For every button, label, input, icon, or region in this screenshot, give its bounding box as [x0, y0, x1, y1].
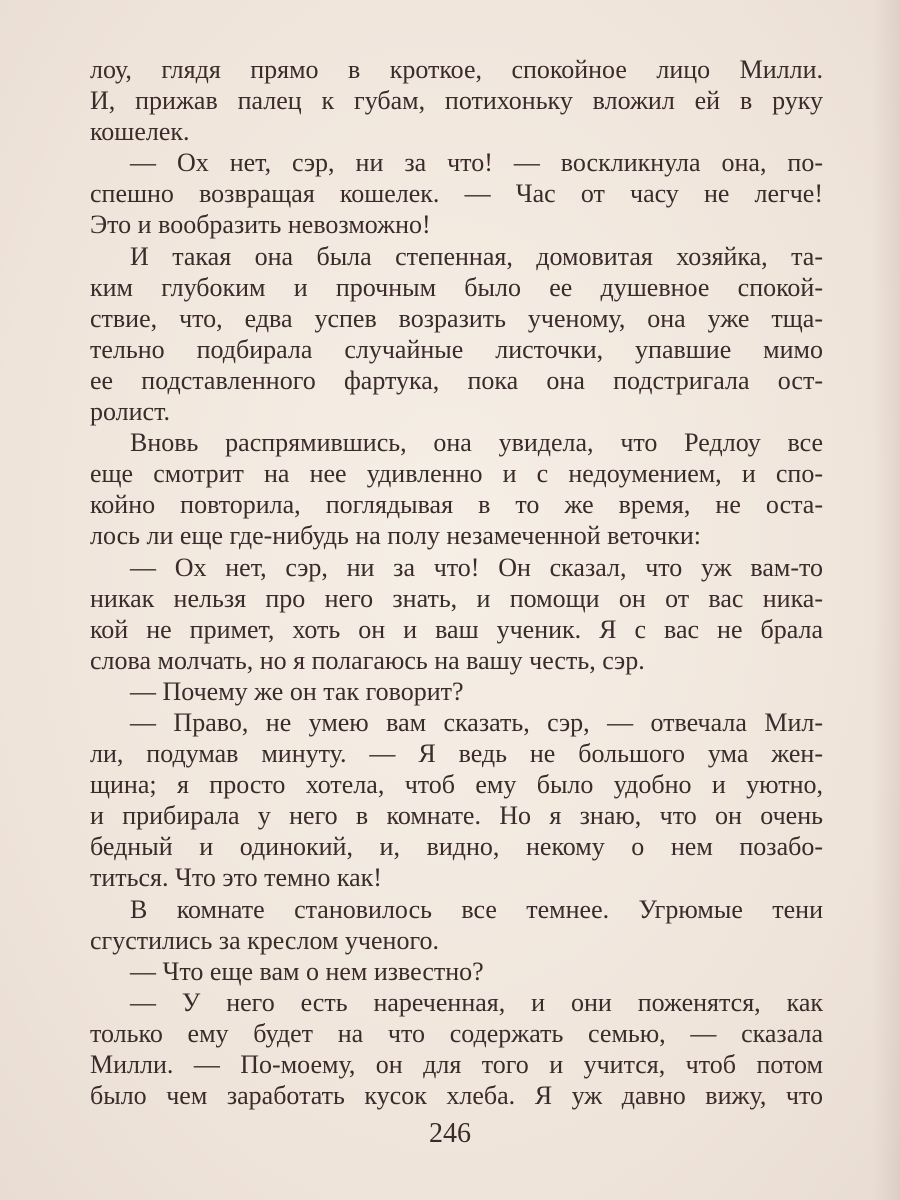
text-line: бедный и одинокий, и, видно, некому о нем позабо-	[90, 832, 823, 862]
text-line: койно повторила, поглядывая в то же время, не оста-	[90, 490, 823, 520]
text-line: сгустились за креслом ученого.	[90, 925, 439, 955]
text-line: В комнате становилось все темнее. Угрюмые тени	[130, 894, 823, 924]
text-line: только ему будет на что содержать семью, — сказала	[90, 1018, 823, 1048]
text-line: было чем заработать кусок хлеба. Я уж давно вижу, что	[90, 1081, 823, 1111]
paragraph	[90, 241, 823, 428]
page-number: 246	[429, 1118, 471, 1149]
text-line: тельно подбирала случайные листочки, упавшие мимо	[90, 334, 823, 364]
text-line: титься. Что это темно как!	[90, 863, 382, 893]
text-line: Вновь распрямившись, она увидела, что Редлоу все	[130, 428, 823, 458]
text-line: — Право, не умею вам сказать, сэр, — отвечала Мил-	[130, 707, 823, 737]
text-line: никак нельзя про него знать, и помощи он от вас ника-	[90, 583, 823, 613]
body-text	[90, 54, 823, 1111]
text-line: Это и вообразить невозможно!	[90, 210, 431, 240]
text-line: ствие, что, едва успев возразить ученому, она уже тща-	[90, 303, 823, 333]
paragraph	[90, 54, 823, 147]
page-edge-shadow	[872, 0, 900, 1200]
text-line: ли, подумав минуту. — Я ведь не большого ума жен-	[90, 739, 823, 769]
text-line: — Ох нет, сэр, ни за что! — воскликнула она, по-	[130, 148, 823, 178]
text-line: — Что еще вам о нем известно?	[130, 956, 484, 986]
text-line: лоу, глядя прямо в кроткое, спокойное лицо Милли.	[90, 55, 823, 84]
paragraph	[90, 894, 823, 956]
text-line: ее подставленного фартука, пока она подстригала ост-	[90, 365, 823, 395]
text-line: еще смотрит на нее удивленно и с недоумением, и спо-	[90, 459, 823, 489]
paragraph	[90, 676, 823, 707]
text-line: спешно возвращая кошелек. — Час от часу не легче!	[90, 179, 823, 209]
paragraph	[90, 707, 823, 894]
text-line: ролист.	[90, 397, 170, 427]
paragraph	[90, 147, 823, 240]
text-line: И, прижав палец к губам, потихоньку вложил ей в руку	[90, 86, 823, 116]
text-line: лось ли еще где-нибудь на полу незамеченной веточки:	[90, 521, 701, 551]
paragraph	[90, 427, 823, 551]
text-line: И такая она была степенная, домовитая хозяйка, та-	[130, 241, 823, 271]
paragraph	[90, 956, 823, 987]
text-line: слова молчать, но я полагаюсь на вашу честь, сэр.	[90, 645, 645, 675]
text-line: Милли. — По-моему, он для того и учится, чтоб потом	[90, 1050, 823, 1079]
paragraph	[90, 987, 823, 1111]
text-line: ким глубоким и прочным было ее душевное спокой-	[90, 272, 823, 302]
text-line: — У него есть нареченная, и они поженятся, как	[130, 987, 823, 1017]
text-line: кошелек.	[90, 117, 190, 147]
text-line: кой не примет, хоть он и ваш ученик. Я с вас не брала	[90, 614, 823, 644]
text-line: и прибирала у него в комнате. Но я знаю, что он очень	[90, 801, 823, 831]
text-line: — Почему же он так говорит?	[130, 676, 464, 706]
paragraph	[90, 552, 823, 676]
text-line: — Ох нет, сэр, ни за что! Он сказал, что уж вам-то	[130, 552, 823, 582]
text-line: щина; я просто хотела, чтоб ему было удобно и уютно,	[90, 770, 823, 800]
